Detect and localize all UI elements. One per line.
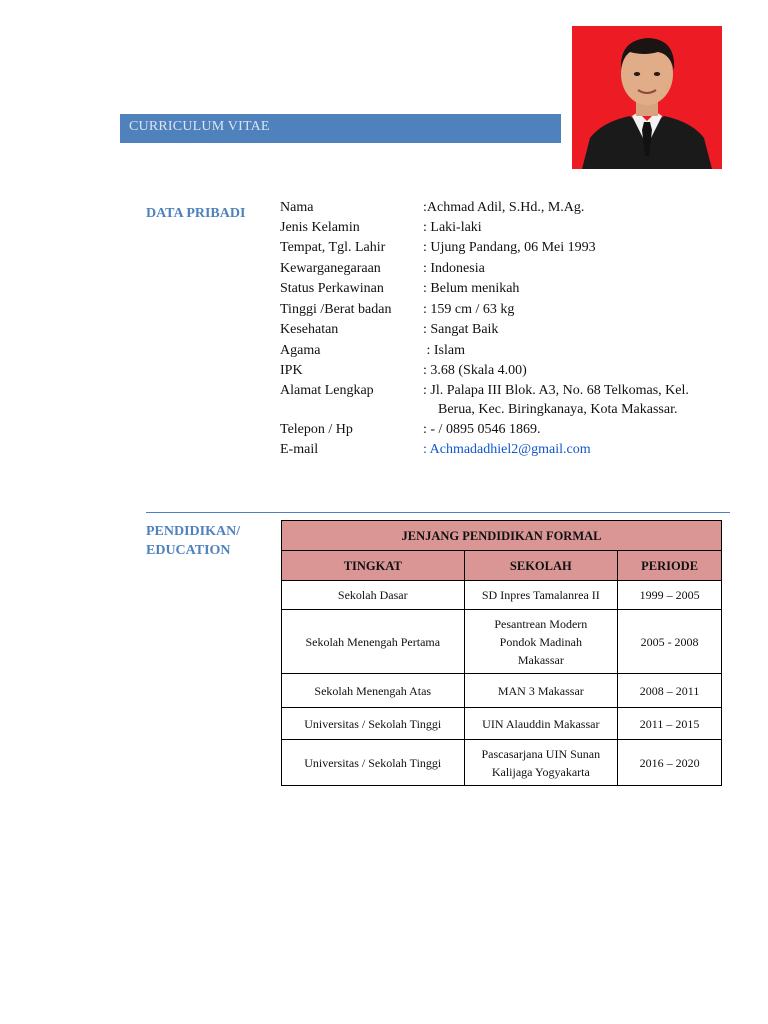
field-label: Status Perkawinan — [280, 281, 384, 296]
email-link[interactable]: Achmadadhiel2@gmail.com — [429, 442, 591, 457]
cv-title-banner — [120, 114, 561, 143]
cell-periode: 1999 – 2005 — [618, 581, 722, 610]
cell-tingkat: Sekolah Dasar — [282, 581, 465, 610]
field-label: IPK — [280, 363, 303, 378]
cell-sekolah-line: Kalijaga Yogyakarta — [491, 764, 590, 779]
section-label-pendidikan — [146, 522, 240, 560]
column-header-tingkat: TINGKAT — [282, 551, 465, 581]
cell-sekolah: UIN Alauddin Makassar — [464, 708, 618, 740]
cell-sekolah-line: Pondok Madinah — [499, 634, 582, 649]
cell-sekolah-line: Pascasarjana UIN Sunan — [481, 746, 601, 761]
column-header-periode: PERIODE — [618, 551, 722, 581]
table-title: JENJANG PENDIDIKAN FORMAL — [282, 521, 722, 551]
cell-sekolah — [464, 610, 618, 674]
field-value: : 3.68 (Skala 4.00) — [423, 363, 527, 378]
cell-tingkat: Sekolah Menengah Atas — [282, 674, 465, 708]
cell-sekolah — [464, 740, 618, 786]
cell-sekolah-line: Makassar — [517, 652, 564, 667]
education-table — [281, 520, 722, 786]
profile-photo-icon — [572, 26, 722, 169]
table-row — [282, 581, 722, 610]
section-label-line-2: EDUCATION — [146, 543, 231, 558]
field-value — [423, 441, 591, 459]
table-row — [282, 674, 722, 708]
cell-sekolah: SD Inpres Tamalanrea II — [464, 581, 618, 610]
cell-tingkat: Universitas / Sekolah Tinggi — [282, 708, 465, 740]
section-label-line-1: PENDIDIKAN/ — [146, 524, 241, 539]
field-label: Alamat Lengkap — [280, 383, 374, 398]
field-label: Jenis Kelamin — [280, 220, 360, 235]
field-label: Agama — [280, 343, 321, 358]
cell-periode: 2016 – 2020 — [618, 740, 722, 786]
cell-sekolah-line: Pesantrean Modern — [494, 616, 588, 631]
field-value: : Indonesia — [423, 261, 485, 276]
email-prefix: : — [423, 442, 430, 457]
cell-periode: 2008 – 2011 — [618, 674, 722, 708]
profile-photo — [572, 26, 722, 169]
cell-sekolah: MAN 3 Makassar — [464, 674, 618, 708]
section-label-data-pribadi: DATA PRIBADI — [146, 206, 246, 221]
cell-tingkat: Sekolah Menengah Pertama — [282, 610, 465, 674]
field-label: Tinggi /Berat badan — [280, 302, 392, 317]
field-label: Kesehatan — [280, 322, 339, 337]
cell-periode: 2011 – 2015 — [618, 708, 722, 740]
field-label: Tempat, Tgl. Lahir — [280, 240, 386, 255]
field-label: Kewarganegaraan — [280, 261, 381, 276]
field-value: : Belum menikah — [423, 281, 520, 296]
field-label: E-mail — [280, 442, 319, 457]
field-value: : 159 cm / 63 kg — [423, 302, 515, 317]
field-value: : Islam — [423, 343, 465, 358]
section-divider — [146, 512, 730, 513]
field-value: : - / 0895 0546 1869. — [423, 422, 541, 437]
table-row — [282, 610, 722, 674]
field-value: : Laki-laki — [423, 220, 482, 235]
field-label: Telepon / Hp — [280, 422, 353, 437]
cv-title: CURRICULUM VITAE — [129, 119, 270, 134]
cell-tingkat: Universitas / Sekolah Tinggi — [282, 740, 465, 786]
table-row — [282, 740, 722, 786]
column-header-sekolah: SEKOLAH — [464, 551, 618, 581]
field-value-continuation: Berua, Kec. Biringkanaya, Kota Makassar. — [438, 402, 678, 417]
table-row — [282, 708, 722, 740]
cell-periode: 2005 - 2008 — [618, 610, 722, 674]
field-value: : Ujung Pandang, 06 Mei 1993 — [423, 240, 596, 255]
field-value: :Achmad Adil, S.Hd., M.Ag. — [423, 200, 585, 215]
field-value: : Sangat Baik — [423, 322, 499, 337]
field-label: Nama — [280, 200, 314, 215]
field-value: : Jl. Palapa III Blok. A3, No. 68 Telkomas, Kel. — [423, 383, 689, 398]
